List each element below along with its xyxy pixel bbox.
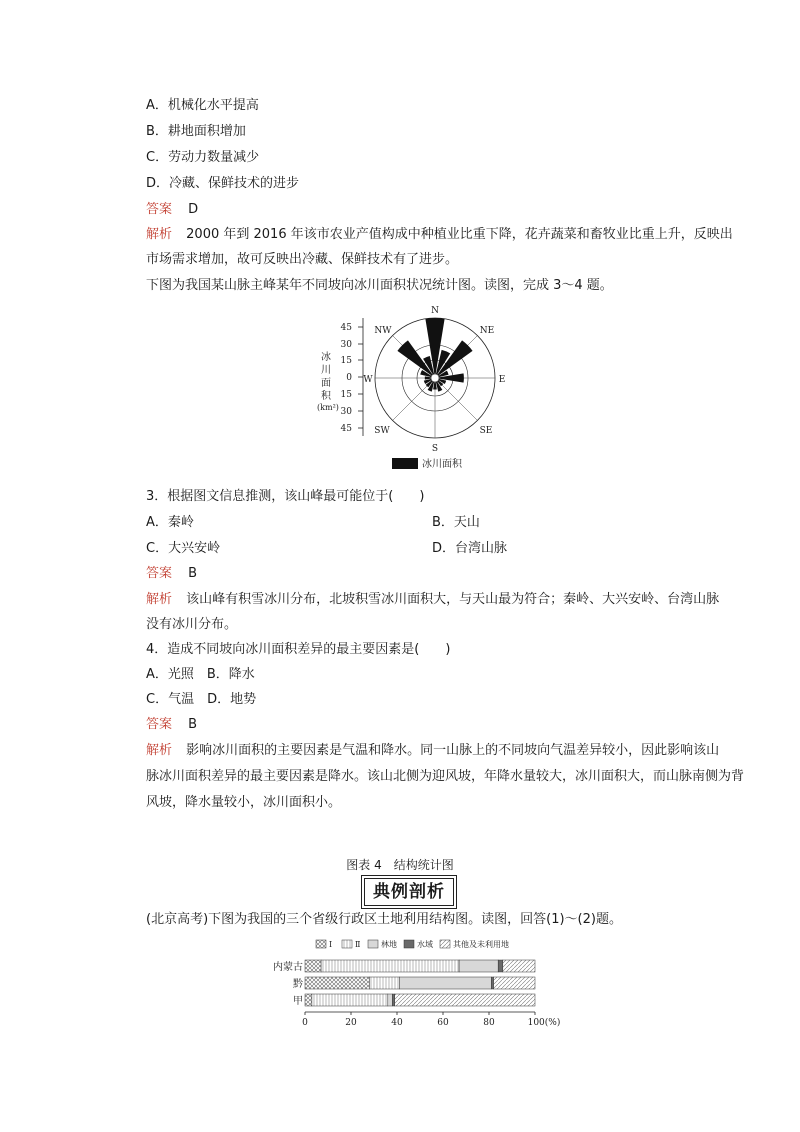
explain-text: 影响冰川面积的主要因素是气温和降水。同一山脉上的不同坡向气温差异较小，因此影响该山	[186, 743, 720, 758]
legend-swatch	[392, 458, 418, 469]
q3-option-a: A．秦岭	[146, 515, 194, 530]
q3-option-b: B．天山	[432, 515, 480, 530]
q4-explain-cont: 脉冰川面积差异的最主要因素是降水。该山北侧为迎风坡，年降水量较大，冰川面积大，而山脉南侧为背	[146, 769, 745, 784]
bar-segment-row3-s3	[388, 994, 393, 1006]
tick-45: 45	[340, 323, 352, 333]
xtick-60: 60	[437, 1018, 449, 1028]
glacier-rose-chart	[300, 300, 530, 476]
bar-segment-row3-s4	[392, 994, 394, 1006]
option-d: D．冷藏、保鲜技术的进步	[146, 176, 300, 191]
explain-label: 解析	[146, 743, 173, 758]
tick-0: 0	[346, 373, 352, 383]
ylabel-unit: (km²)	[317, 403, 339, 412]
explain-label: 解析	[146, 592, 173, 607]
intro-text: 下图为我国某山脉主峰某年不同坡向冰川面积状况统计图。读图，完成 3～4 题。	[146, 278, 613, 293]
legend-label: 冰川面积	[422, 459, 462, 470]
tick-30: 30	[340, 340, 352, 350]
legend-swatch-1	[316, 940, 326, 948]
ylabel-char-1: 冰	[321, 352, 331, 363]
bar-rows	[305, 960, 535, 1006]
bar-segment-row1-s1	[305, 960, 321, 972]
q3-stem: 3．根据图文信息推测，该山峰最可能位于( )	[146, 489, 425, 504]
dir-sw: SW	[374, 426, 390, 436]
q4-stem: 4．造成不同坡向冰川面积差异的最主要因素是( )	[146, 642, 451, 657]
tick-30b: 30	[340, 407, 352, 417]
bar-segment-row3-s2	[312, 994, 388, 1006]
xtick-20: 20	[345, 1018, 357, 1028]
ylabel-char-2: 川	[321, 365, 331, 376]
land-use-bar-chart	[262, 936, 582, 1030]
explain-text: 该山峰有积雪冰川分布，北坡积雪冰川面积大，与天山最为符合；秦岭、大兴安岭、台湾山脉	[186, 592, 720, 607]
option-b: B．耕地面积增加	[146, 124, 246, 139]
bar-segment-row2-s1	[305, 977, 369, 989]
answer-row	[146, 200, 198, 220]
legend-item-1: Ⅰ	[329, 940, 333, 949]
dir-se: SE	[479, 426, 493, 436]
dir-n: N	[431, 306, 439, 316]
row-label-2: 黔	[293, 979, 303, 990]
xtick-100: 100(%)	[527, 1018, 561, 1028]
q3-explain-cont: 没有冰川分布。	[146, 617, 238, 632]
bar-segment-row1-s4	[498, 960, 503, 972]
option-c: C．劳动力数量减少	[146, 150, 260, 165]
row-label-1: 内蒙古	[273, 962, 303, 973]
dir-nw: NW	[374, 326, 392, 336]
dir-e: E	[498, 375, 506, 385]
explain-row	[146, 225, 733, 245]
answer-label: 答案	[146, 717, 173, 732]
answer-value: B	[188, 717, 198, 732]
row-label-3: 甲	[293, 996, 303, 1007]
q4-answer-row	[146, 715, 197, 735]
q3-option-c: C．大兴安岭	[146, 541, 221, 556]
q3-explain-row	[146, 590, 719, 610]
answer-value: D	[188, 202, 199, 217]
bar-segment-row2-s3	[399, 977, 491, 989]
legend-item-2: Ⅱ	[355, 940, 361, 949]
q3-answer-row	[146, 564, 197, 584]
section-title: 典例剖析	[364, 878, 454, 906]
xtick-40: 40	[391, 1018, 403, 1028]
explain-text-cont: 市场需求增加，故可反映出冷藏、保鲜技术有了进步。	[146, 252, 459, 267]
option-a: A．机械化水平提高	[146, 98, 259, 113]
legend-swatch-5	[440, 940, 450, 948]
legend-swatch-2	[342, 940, 352, 948]
dir-ne: NE	[479, 326, 495, 336]
tick-15: 15	[340, 356, 352, 366]
dir-w: W	[363, 375, 373, 385]
q4-options-ab: A．光照 B．降水	[146, 667, 255, 682]
tick-45b: 45	[340, 424, 352, 434]
bar-segment-row2-s4	[491, 977, 493, 989]
xtick-80: 80	[483, 1018, 495, 1028]
ylabel-char-3: 面	[321, 378, 331, 389]
xtick-0: 0	[302, 1018, 308, 1028]
bar-segment-row1-s5	[503, 960, 535, 972]
bar-segment-row1-s2	[321, 960, 459, 972]
bar-segment-row2-s5	[494, 977, 535, 989]
legend-swatch-4	[404, 940, 414, 948]
q4-explain-cont2: 风坡，降水量较小，冰川面积小。	[146, 795, 342, 810]
tick-15b: 15	[340, 390, 352, 400]
legend-swatch-3	[368, 940, 378, 948]
q4-options-cd: C．气温 D．地势	[146, 692, 257, 707]
q3-option-d: D．台湾山脉	[432, 541, 508, 556]
legend-item-5: 其他及未利用地	[453, 940, 509, 949]
bar-segment-row3-s1	[305, 994, 312, 1006]
explain-label: 解析	[146, 227, 173, 242]
bar-segment-row3-s5	[395, 994, 535, 1006]
legend-item-4: 水域	[417, 940, 433, 949]
ylabel-char-4: 积	[321, 391, 331, 402]
answer-value: B	[188, 566, 198, 581]
figure-caption: 图表 4 结构统计图	[346, 858, 454, 872]
bar-segment-row2-s2	[369, 977, 399, 989]
answer-label: 答案	[146, 566, 173, 581]
bar-segment-row1-s3	[459, 960, 498, 972]
explain-text: 2000 年到 2016 年该市农业产值构成中种植业比重下降，花卉蔬菜和畜牧业比重上升，反映出	[186, 227, 733, 242]
dir-s: S	[431, 444, 439, 454]
answer-label: 答案	[146, 202, 173, 217]
q4-explain-row	[146, 741, 719, 761]
section-intro: (北京高考)下图为我国的三个省级行政区土地利用结构图。读图，回答(1)～(2)题。	[146, 912, 622, 927]
legend-item-3: 林地	[381, 940, 397, 949]
